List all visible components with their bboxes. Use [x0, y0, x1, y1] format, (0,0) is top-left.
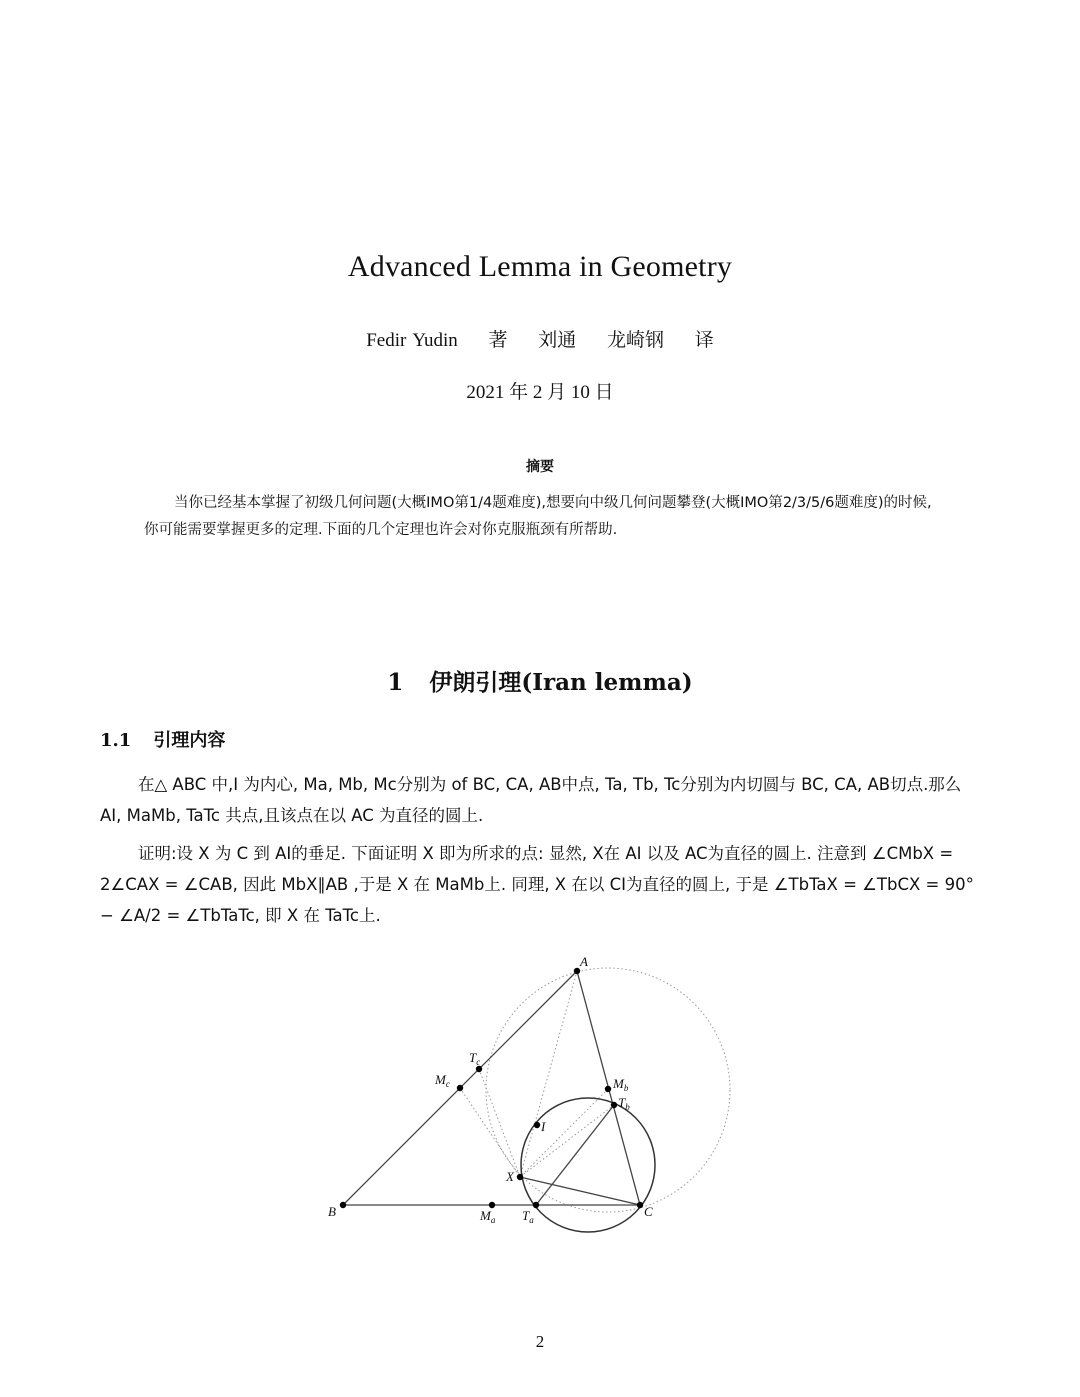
label-ma: $M_a$: [480, 1208, 496, 1225]
point-ta: [533, 1202, 539, 1208]
label-b: B: [328, 1204, 336, 1219]
label-i: I: [541, 1119, 546, 1134]
label-mb: $M_b$: [613, 1076, 629, 1093]
label-x: X: [506, 1169, 514, 1184]
subsection-number: 1.1: [100, 730, 132, 751]
point-b: [340, 1202, 346, 1208]
section-number: 1: [387, 669, 404, 696]
translator-name-1: 刘通: [538, 330, 577, 351]
page-number: 2: [535, 1332, 545, 1351]
subsection-title: 引理内容: [153, 730, 226, 751]
lemma-proof: 证明:设 X 为 C 到 AI的垂足. 下面证明 X 即为所求的点: 显然, X在 AI 以及 AC为直径的圆上. 注意到 ∠CMbX = 2∠CAX = ∠CAB, 因此 MbX∥AB ,于是 X 在 MaMb上. 同理, X 在以 CI为直径的圆上, 于是 ∠TbTaX = ∠TbCX = 90° − ∠A/2 = ∠TbTaTc, 即 X 在 TaTc上.: [100, 844, 974, 925]
translator-name-2: 龙崎钢: [607, 330, 665, 351]
point-i: [534, 1122, 540, 1128]
triangle-abc: [343, 971, 640, 1205]
point-c: [637, 1202, 643, 1208]
point-x: [517, 1174, 523, 1180]
label-ta: $T_a$: [522, 1208, 534, 1225]
abstract-text: 当你已经基本掌握了初级几何问题(大概IMO第1/4题难度),想要向中级几何问题攀登(大概IMO第2/3/5/6题难度)的时候,你可能需要掌握更多的定理.下面的几个定理也许会对你克服瓶颈有所帮助.: [144, 495, 932, 538]
point-tb: [611, 1102, 617, 1108]
line-mc-x-dotted: [460, 1088, 520, 1177]
document-date: 2021 年 2 月 10 日: [466, 382, 614, 403]
section-title: 伊朗引理(Iran lemma): [429, 669, 693, 696]
author-role: 著: [488, 330, 508, 351]
label-tc: $T_c$: [469, 1050, 481, 1067]
label-tb: $T_b$: [618, 1095, 630, 1112]
segment-xc: [520, 1177, 640, 1205]
label-c: C: [644, 1204, 653, 1219]
point-mb: [605, 1086, 611, 1092]
document-title: Advanced Lemma in Geometry: [347, 250, 733, 283]
label-a: A: [580, 954, 588, 969]
line-ai-dotted: [520, 971, 577, 1177]
lemma-statement: 在△ ABC 中,I 为内心, Ma, Mb, Mc分别为 of BC, CA, AB中点, Ta, Tb, Tc分别为内切圆与 BC, CA, AB切点.那么 AI, MaMb, TaTc 共点,且该点在以 AC 为直径的圆上.: [100, 775, 962, 825]
point-mc: [457, 1085, 463, 1091]
author-name: Fedir Yudin: [366, 330, 458, 351]
abstract-heading: 摘要: [526, 459, 554, 475]
label-mc: $M_c$: [435, 1072, 450, 1089]
translator-role: 译: [694, 330, 714, 351]
line-tc-x-dotted: [479, 1069, 520, 1177]
